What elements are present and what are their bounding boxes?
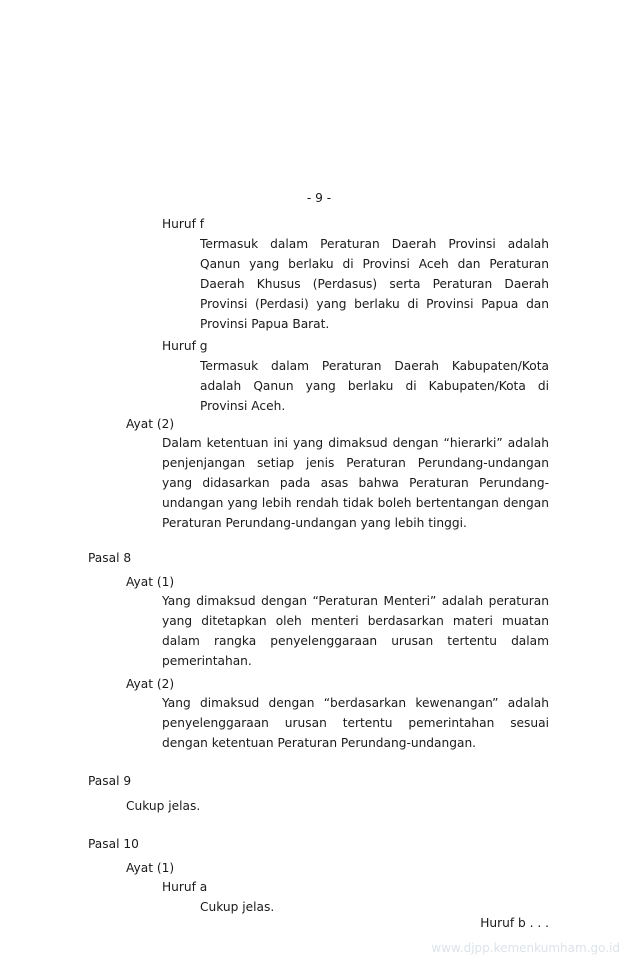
pasal-10-ayat-1-label: Ayat (1) <box>126 861 175 875</box>
pasal-10-huruf-a-text: Cukup jelas. <box>200 900 275 914</box>
ayat-2-text: Dalam ketentuan ini yang dimaksud dengan “hierarki” adalah penjenjangan setiap jenis Peraturan Perundang-undangan yang didasarkan pada asas bahwa Peraturan Perundang-undangan yang lebih rendah tidak boleh bertentangan dengan Peraturan Perundang-undangan yang lebih tinggi. <box>162 436 549 530</box>
watermark: www.djpp.kemenkumham.go.id <box>431 941 620 955</box>
pasal-10-heading: Pasal 10 <box>88 837 139 851</box>
pasal-8-ayat-2-label: Ayat (2) <box>126 677 175 691</box>
continuation-marker: Huruf b . . . <box>480 916 549 930</box>
huruf-g-text: Termasuk dalam Peraturan Daerah Kabupaten/Kota adalah Qanun yang berlaku di Kabupaten/Kota di Provinsi Aceh. <box>200 359 549 413</box>
page-number: - 9 - <box>306 191 332 205</box>
pasal-10-huruf-a-label: Huruf a <box>162 880 208 894</box>
pasal-8-ayat-1-label: Ayat (1) <box>126 575 175 589</box>
pasal-9-heading: Pasal 9 <box>88 774 132 788</box>
pasal-9-text: Cukup jelas. <box>126 799 201 813</box>
huruf-g-label: Huruf g <box>162 339 208 353</box>
huruf-f-label: Huruf f <box>162 217 205 231</box>
pasal-8-ayat-2-text: Yang dimaksud dengan “berdasarkan kewenangan” adalah penyelenggaraan urusan tertentu pemerintahan sesuai dengan ketentuan Peraturan Perundang-undangan. <box>162 696 549 750</box>
huruf-f-text: Termasuk dalam Peraturan Daerah Provinsi adalah Qanun yang berlaku di Provinsi Aceh dan Peraturan Daerah Khusus (Perdasus) serta Peraturan Daerah Provinsi (Perdasi) yang berlaku di Provinsi Papua dan Provinsi Papua Barat. <box>200 237 549 331</box>
pasal-8-ayat-1-text: Yang dimaksud dengan “Peraturan Menteri” adalah peraturan yang ditetapkan oleh menteri berdasarkan materi muatan dalam rangka penyelenggaraan urusan tertentu dalam pemerintahan. <box>162 594 549 668</box>
pasal-8-heading: Pasal 8 <box>88 551 132 565</box>
ayat-2-label: Ayat (2) <box>126 417 175 431</box>
